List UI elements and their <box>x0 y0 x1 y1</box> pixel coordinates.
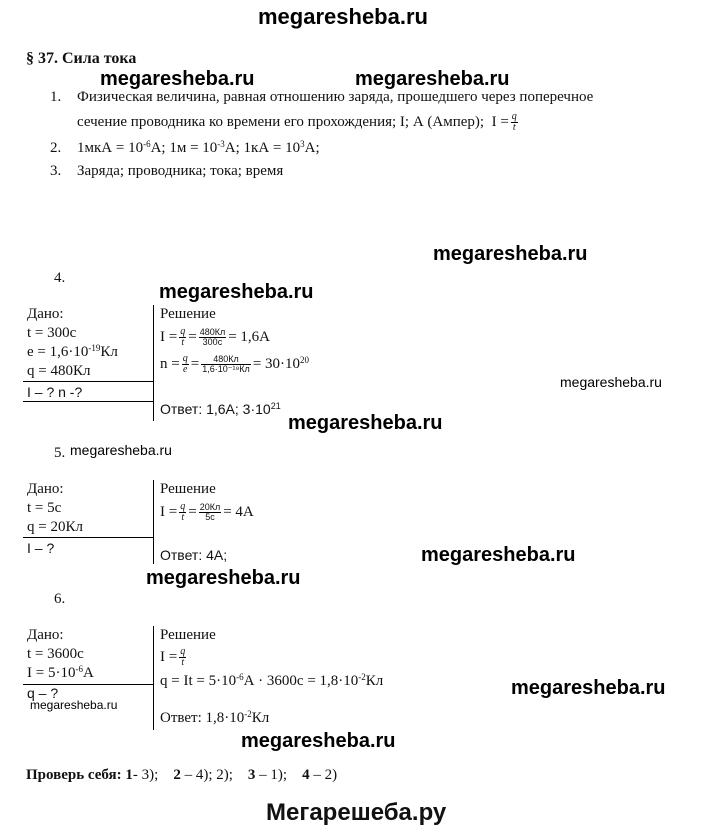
given-item: q = 20Кл <box>27 519 83 535</box>
given-label: Дано: <box>27 306 64 322</box>
solution-line: I = $\frac{q}{t}$ = $\frac{20Кл}{5с}$ = 4А <box>160 501 254 523</box>
find-item: I – ? <box>27 540 55 556</box>
watermark: megaresheba.ru <box>433 243 588 265</box>
answer: Ответ: 4А; <box>160 547 228 563</box>
item-number: 2. <box>50 140 62 156</box>
fraction: $\frac{q}{t}$ <box>511 111 517 133</box>
find-item: q – ? <box>27 685 59 701</box>
problem-number: 4. <box>54 270 66 286</box>
given-item: q = 480Кл <box>27 363 91 379</box>
watermark: megaresheba.ru <box>421 544 576 566</box>
watermark: megaresheba.ru <box>30 698 118 712</box>
watermark: megaresheba.ru <box>159 281 314 303</box>
watermark: megaresheba.ru <box>100 68 255 90</box>
given-label: Дано: <box>27 481 64 497</box>
solution-divider <box>153 305 154 421</box>
problem-number: 5. <box>54 445 66 461</box>
watermark: megaresheba.ru <box>288 412 443 434</box>
watermark: megaresheba.ru <box>241 730 396 752</box>
solution-label: Решение <box>160 481 216 497</box>
answer: Ответ: 1,6А; $3\cdot 10^{21}$ <box>160 401 281 417</box>
q1-line2: сечение проводника ко времени его прохождения; I; А (Ампер); I = $\frac{q}{t}$ <box>77 111 517 133</box>
given-item: $I = 5\cdot 10^{-6}А$ <box>27 664 94 681</box>
given-item: t = 3600с <box>27 646 84 662</box>
watermark: megaresheba.ru <box>146 567 301 589</box>
q1-line1: Физическая величина, равная отношению заряда, прошедшего через поперечное <box>77 89 594 105</box>
q2-text: $1мкА = 10^{-6}А$; $1м = 10^{-3}А$; $1кА = 10^3А$; <box>77 139 320 156</box>
watermark: megaresheba.ru <box>70 442 172 458</box>
item-number: 3. <box>50 163 62 179</box>
given-item: t = 5с <box>27 500 62 516</box>
solution-label: Решение <box>160 306 216 322</box>
problem-number: 6. <box>54 591 66 607</box>
find-item: I – ? n -? <box>27 384 83 400</box>
answer: Ответ: $1,8\cdot 10^{-2}Кл$ <box>160 709 270 726</box>
given-label: Дано: <box>27 627 64 643</box>
given-item: $е = 1,6\cdot 10^{-19}Кл$ <box>27 343 118 360</box>
solution-divider <box>153 626 154 730</box>
solution-line: n = $\frac{q}{e}$ = $\frac{480Кл}{\text{1,6·10⁻¹⁹Кл}}$ = $30\cdot 10^{20}$ <box>160 353 310 375</box>
watermark: megaresheba.ru <box>355 68 510 90</box>
q3-text: Заряда; проводника; тока; время <box>77 163 284 179</box>
watermark: megaresheba.ru <box>560 374 662 390</box>
watermark: megaresheba.ru <box>511 677 666 699</box>
solution-line: $q = It = 5\cdot 10^{-6}А \cdot 3600с = 1,8\cdot 10^{-2}Кл$ <box>160 672 384 689</box>
section-title: § 37. Сила тока <box>26 50 137 67</box>
given-item: t = 300с <box>27 325 77 341</box>
item-number: 1. <box>50 89 62 105</box>
divider <box>23 381 153 382</box>
self-check: Проверь себя: 1- 3); 2 – 4); 2); 3 – 1); 4 – 2) <box>26 767 338 783</box>
solution-line: I = $\frac{q}{t}$ <box>160 646 186 668</box>
solution-label: Решение <box>160 627 216 643</box>
divider <box>23 401 153 402</box>
header-watermark: megaresheba.ru <box>258 4 428 29</box>
divider <box>23 537 153 538</box>
footer-brand: Мегарешеба.ру <box>266 799 447 826</box>
solution-line: I = $\frac{q}{t}$ = $\frac{480Кл}{300с}$ = 1,6А <box>160 326 270 348</box>
solution-divider <box>153 480 154 564</box>
